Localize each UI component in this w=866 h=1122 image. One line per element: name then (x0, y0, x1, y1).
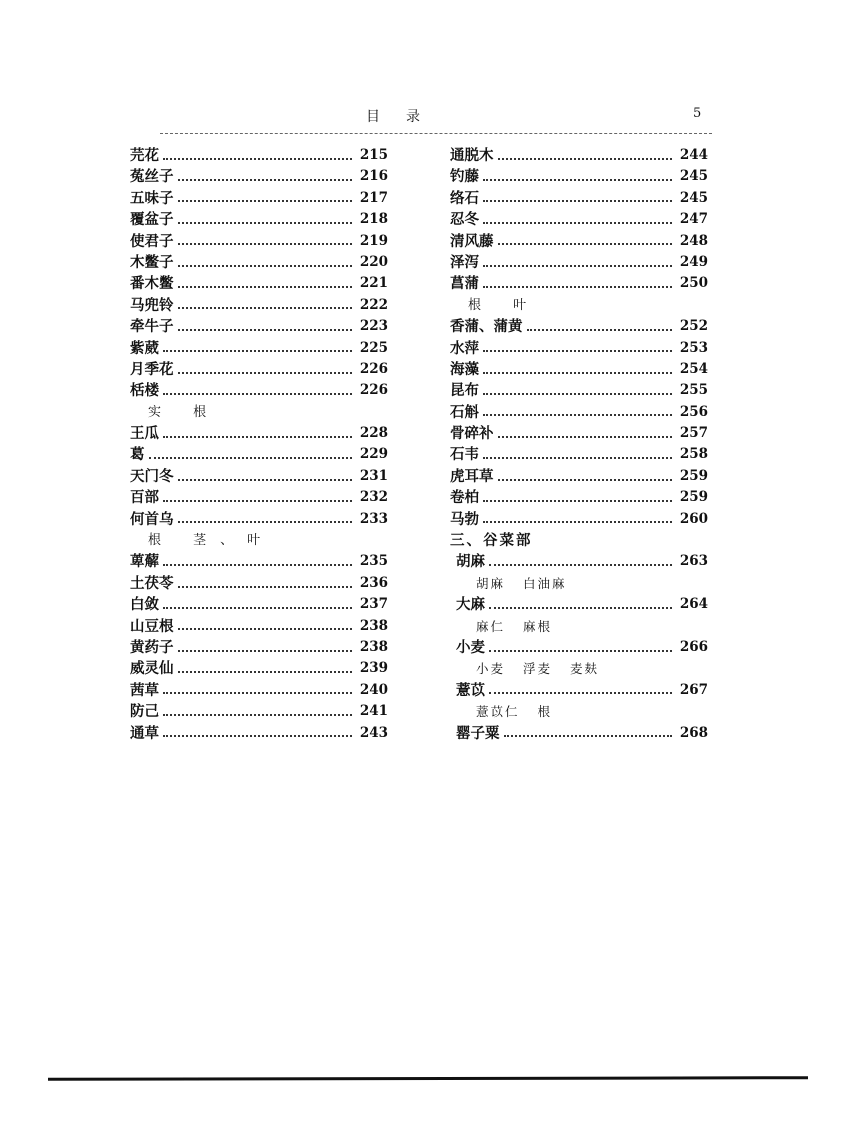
toc-entry-name: 威灵仙 (130, 660, 174, 678)
dot-leader (178, 265, 353, 267)
toc-entry[interactable] (130, 680, 388, 701)
toc-entry[interactable] (450, 380, 708, 401)
toc-entry-name: 木鳖子 (130, 253, 174, 271)
toc-entry-page: 244 (679, 147, 708, 163)
dot-leader (527, 329, 673, 331)
page-number: 5 (693, 106, 702, 121)
toc-entry[interactable] (130, 637, 388, 658)
toc-entry-name: 葛 (130, 446, 145, 464)
dot-leader (163, 500, 352, 502)
toc-category-heading: 三、谷菜部 (450, 532, 533, 550)
toc-entry[interactable] (450, 423, 708, 444)
dot-leader (149, 457, 353, 459)
toc-entry-page: 221 (359, 275, 388, 292)
toc-entry[interactable] (130, 594, 388, 615)
toc-entry[interactable] (130, 658, 388, 679)
toc-entry-page: 255 (679, 382, 708, 399)
dot-leader (178, 586, 353, 588)
toc-entry-name: 胡麻 (456, 553, 485, 571)
toc-entry[interactable] (450, 188, 708, 209)
toc-entry-name: 清风藤 (450, 232, 494, 250)
dot-leader (483, 179, 672, 181)
dot-leader (178, 479, 353, 481)
dot-leader (483, 393, 672, 395)
dot-leader (163, 158, 352, 160)
toc-entry[interactable] (450, 338, 708, 359)
toc-entry-name: 牵牛子 (130, 318, 174, 336)
dot-leader (498, 243, 673, 245)
toc-entry-name: 水萍 (450, 339, 479, 357)
toc-entry-name: 茜草 (130, 681, 159, 699)
toc-entry-page: 225 (359, 339, 388, 356)
toc-entry-page: 226 (359, 360, 388, 377)
toc-entry-name: 钓藤 (450, 168, 479, 186)
toc-entry-page: 231 (359, 467, 388, 484)
toc-subnote-part: 根 (537, 704, 553, 720)
toc-entry[interactable] (450, 509, 708, 530)
toc-entry-name: 王瓜 (130, 425, 159, 443)
toc-entry-name: 萆薢 (130, 553, 159, 571)
toc-entry-name: 通脱木 (450, 147, 494, 164)
toc-subnote-part: 小麦 (476, 661, 506, 677)
toc-entry-page: 223 (359, 318, 388, 335)
dot-leader (163, 714, 352, 716)
toc-entry-name: 卷柏 (450, 489, 479, 507)
dot-leader (178, 179, 353, 181)
toc-entry-name: 番木鳖 (130, 275, 174, 293)
dot-leader (178, 671, 353, 673)
toc-right-column (450, 145, 708, 744)
toc-entry-page: 238 (359, 617, 388, 634)
dot-leader (483, 222, 672, 224)
toc-entry-name: 防己 (130, 703, 159, 721)
dot-leader (489, 564, 672, 566)
dot-leader (178, 521, 353, 523)
toc-entry[interactable] (450, 723, 708, 744)
toc-entry-name: 大麻 (456, 596, 485, 614)
toc-entry[interactable] (130, 316, 388, 337)
toc-entry[interactable] (130, 466, 388, 487)
toc-entry[interactable] (130, 209, 388, 230)
toc-entry[interactable] (130, 551, 388, 572)
toc-entry-page: 233 (359, 510, 388, 527)
toc-entry-page: 243 (359, 724, 388, 741)
toc-entry[interactable] (130, 487, 388, 508)
toc-subnote-part: 麻仁 (476, 618, 506, 634)
toc-entry[interactable] (450, 166, 708, 187)
dot-leader (483, 500, 672, 502)
toc-entry-name: 马兜铃 (130, 296, 174, 314)
toc-subnote-part: 麦麸 (570, 661, 600, 677)
toc-entry[interactable] (130, 444, 388, 465)
dot-leader (178, 286, 353, 288)
toc-entry[interactable] (450, 637, 708, 658)
toc-subnote-part: 麻根 (523, 618, 553, 634)
toc-entry-page: 237 (359, 596, 388, 613)
toc-entry[interactable] (130, 359, 388, 380)
toc-entry[interactable] (450, 145, 708, 166)
toc-entry-name: 通草 (130, 724, 159, 742)
toc-entry-page: 235 (359, 553, 388, 570)
toc-entry-name: 栝楼 (130, 382, 159, 400)
toc-entry-page: 259 (679, 489, 708, 506)
toc-entry-name: 虎耳草 (450, 467, 494, 485)
toc-entry[interactable] (130, 723, 388, 744)
toc-entry-page: 250 (679, 275, 708, 292)
toc-subnote-part: 薏苡仁 (476, 704, 520, 720)
toc-entry-page: 241 (359, 703, 388, 720)
toc-entry-name: 海藻 (450, 360, 479, 378)
toc-entry-name: 月季花 (130, 360, 174, 378)
toc-subnote-part: 胡麻 (476, 575, 506, 591)
toc-entry-page: 267 (679, 681, 708, 698)
toc-entry-page: 258 (679, 446, 708, 463)
dot-leader (178, 628, 353, 630)
dot-leader (163, 735, 352, 737)
dot-leader (489, 607, 672, 609)
toc-entry-page: 249 (679, 253, 708, 270)
toc-entry-page: 238 (359, 638, 388, 655)
toc-entry[interactable] (130, 573, 388, 594)
toc-entry-page: 257 (679, 425, 708, 442)
toc-entry-page: 256 (679, 403, 708, 420)
toc-subnote (450, 573, 708, 594)
toc-left-column (130, 145, 388, 744)
dot-leader (483, 414, 672, 416)
dot-leader (483, 286, 672, 288)
toc-entry[interactable] (130, 145, 388, 166)
toc-entry-name: 络石 (450, 189, 479, 207)
toc-entry[interactable] (450, 594, 708, 615)
dot-leader (498, 436, 673, 438)
toc-subnote (450, 616, 708, 637)
toc-entry-name: 白敛 (130, 596, 159, 614)
toc-entry-page: 215 (359, 147, 388, 163)
toc-subnote-part: 白油麻 (523, 575, 567, 591)
toc-entry[interactable] (450, 209, 708, 230)
dot-leader (498, 479, 673, 481)
header-rule (160, 133, 712, 134)
toc-entry[interactable] (130, 616, 388, 637)
dot-leader (483, 350, 672, 352)
toc-entry-name: 菟丝子 (130, 168, 174, 186)
dot-leader (178, 650, 353, 652)
toc-entry[interactable] (130, 273, 388, 294)
toc-entry[interactable] (130, 231, 388, 252)
toc-entry-name: 天门冬 (130, 467, 174, 485)
toc-entry[interactable] (450, 444, 708, 465)
toc-entry[interactable] (450, 680, 708, 701)
dot-leader (483, 372, 672, 374)
toc-entry[interactable] (130, 188, 388, 209)
toc-subsection-heading: 根 叶 (468, 297, 541, 313)
dot-leader (498, 158, 673, 160)
dot-leader (504, 735, 673, 737)
toc-entry-page: 259 (679, 467, 708, 484)
toc-entry-page: 268 (679, 724, 708, 741)
toc-entry[interactable] (130, 423, 388, 444)
toc-entry[interactable] (450, 466, 708, 487)
toc-entry-name: 马勃 (450, 510, 479, 528)
toc-entry[interactable] (130, 701, 388, 722)
toc-entry-name: 罂子粟 (456, 724, 500, 742)
toc-subsection-heading: 实 根 (148, 404, 221, 420)
toc-entry-page: 260 (679, 510, 708, 527)
dot-leader (483, 457, 672, 459)
dot-leader (163, 350, 352, 352)
toc-entry-name: 泽泻 (450, 253, 479, 271)
toc-entry[interactable] (130, 295, 388, 316)
toc-entry-name: 昆布 (450, 382, 479, 400)
toc-entry-page: 228 (359, 425, 388, 442)
toc-entry-name: 使君子 (130, 232, 174, 250)
toc-entry[interactable] (450, 402, 708, 423)
toc-entry-page: 245 (679, 189, 708, 206)
toc-subnote (450, 701, 708, 722)
toc-entry-page: 217 (359, 189, 388, 206)
toc-entry-name: 小麦 (456, 638, 485, 656)
dot-leader (178, 200, 353, 202)
dot-leader (178, 372, 353, 374)
toc-entry[interactable] (450, 487, 708, 508)
toc-entry-name: 骨碎补 (450, 425, 494, 443)
toc-entry[interactable] (450, 316, 708, 337)
dot-leader (163, 692, 352, 694)
toc-entry-page: 219 (359, 232, 388, 249)
toc-entry-page: 236 (359, 574, 388, 591)
toc-entry-name: 覆盆子 (130, 211, 174, 229)
toc-entry[interactable] (130, 338, 388, 359)
toc-entry-name: 忍冬 (450, 211, 479, 229)
toc-entry-page: 245 (679, 168, 708, 185)
dot-leader (483, 200, 672, 202)
toc-entry[interactable] (130, 380, 388, 401)
toc-entry[interactable] (450, 551, 708, 572)
toc-entry-page: 248 (679, 232, 708, 249)
toc-entry-name: 芫花 (130, 147, 159, 164)
dot-leader (163, 607, 352, 609)
dot-leader (483, 521, 672, 523)
toc-subsection-heading: 根 茎、叶 (148, 533, 275, 549)
footer-rule (48, 1076, 808, 1081)
dot-leader (163, 564, 352, 566)
toc-subnote-part: 浮麦 (523, 661, 553, 677)
dot-leader (178, 222, 353, 224)
toc-entry-name: 石斛 (450, 403, 479, 421)
toc-entry[interactable] (450, 273, 708, 294)
toc-entry-page: 222 (359, 296, 388, 313)
toc-entry-page: 239 (359, 660, 388, 677)
dot-leader (489, 650, 672, 652)
toc-entry-name: 香蒲、蒲黄 (450, 318, 523, 336)
toc-entry-page: 220 (359, 253, 388, 270)
toc-subnote (450, 658, 708, 679)
dot-leader (483, 265, 672, 267)
toc-entry-page: 232 (359, 489, 388, 506)
toc-entry-name: 菖蒲 (450, 275, 479, 293)
toc-entry-name: 土茯苓 (130, 574, 174, 592)
dot-leader (178, 329, 353, 331)
toc-entry-name: 百部 (130, 489, 159, 507)
toc-entry-page: 253 (679, 339, 708, 356)
dot-leader (163, 393, 352, 395)
toc-entry-page: 254 (679, 360, 708, 377)
toc-entry-page: 252 (679, 318, 708, 335)
toc-entry-name: 黄药子 (130, 638, 174, 656)
toc-entry-page: 229 (359, 446, 388, 463)
toc-entry[interactable] (450, 359, 708, 380)
toc-entry-page: 247 (679, 211, 708, 228)
toc-entry-name: 紫葳 (130, 339, 159, 357)
page-title: 目录 (366, 109, 446, 125)
toc-entry-page: 218 (359, 211, 388, 228)
toc-entry-name: 山豆根 (130, 617, 174, 635)
page-header (0, 106, 866, 128)
toc-entry-name: 石韦 (450, 446, 479, 464)
dot-leader (178, 307, 353, 309)
toc-entry[interactable] (130, 252, 388, 273)
toc-entry[interactable] (450, 231, 708, 252)
toc-entry-page: 264 (679, 596, 708, 613)
toc-entry-name: 薏苡 (456, 681, 485, 699)
toc-entry[interactable] (130, 509, 388, 530)
toc-entry[interactable] (130, 166, 388, 187)
dot-leader (489, 692, 672, 694)
toc-entry-name: 何首乌 (130, 510, 174, 528)
toc-entry-name: 五味子 (130, 189, 174, 207)
toc-entry-page: 266 (679, 638, 708, 655)
dot-leader (178, 243, 353, 245)
toc-entry-page: 226 (359, 382, 388, 399)
toc-entry-page: 216 (359, 168, 388, 185)
toc-entry[interactable] (450, 252, 708, 273)
toc-entry-page: 263 (679, 553, 708, 570)
dot-leader (163, 436, 352, 438)
toc-entry-page: 240 (359, 681, 388, 698)
